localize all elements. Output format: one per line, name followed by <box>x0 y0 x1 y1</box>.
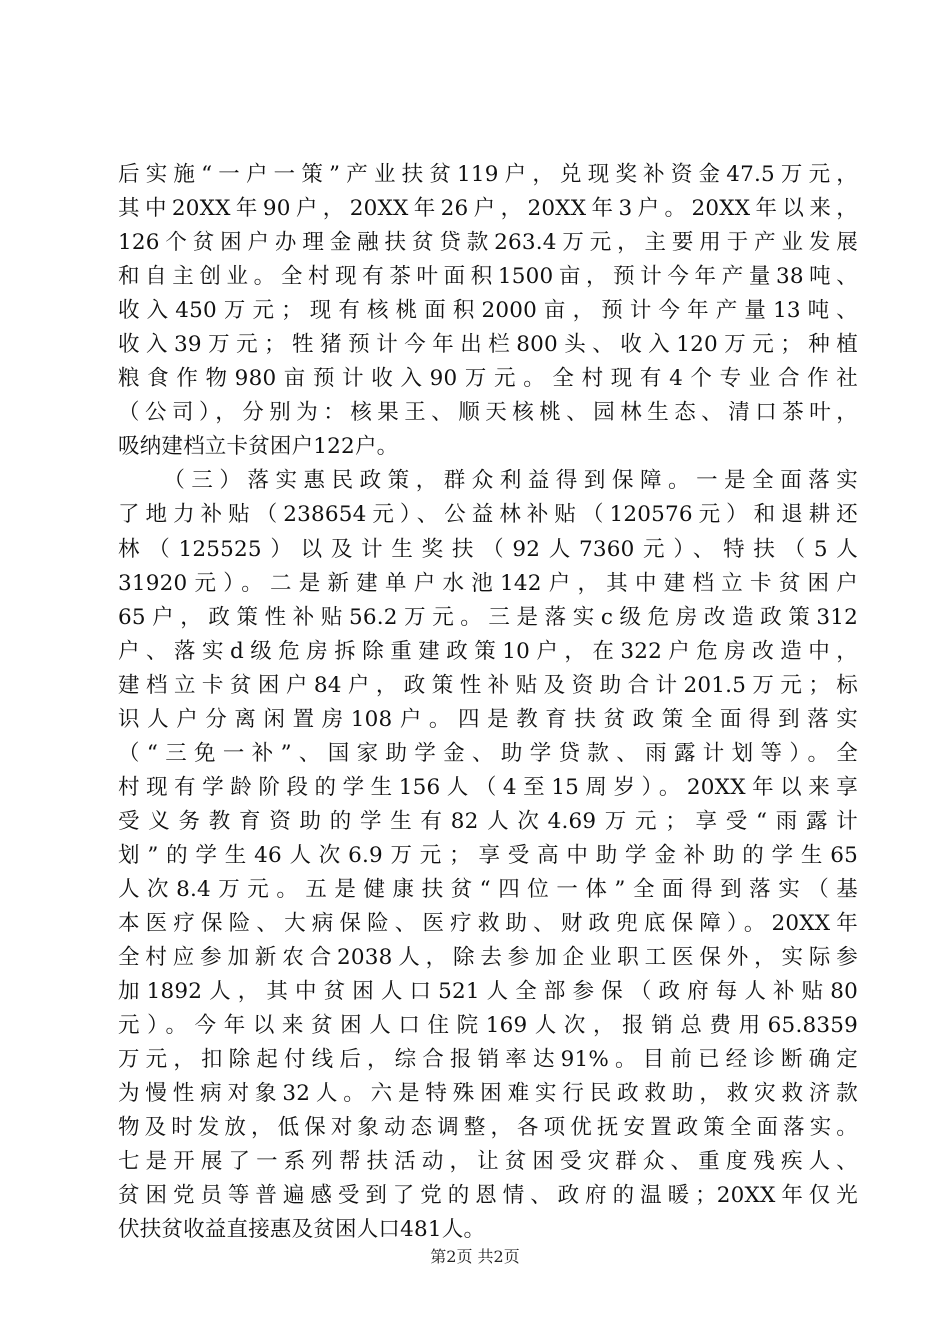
text-line: 吸纳建档立卡贫困户122户。 <box>118 434 399 460</box>
text-line: 村现有学龄阶段的学生156人（4至15周岁）。20XX年以来享 <box>118 774 858 800</box>
text-line: 贫困党员等普遍感受到了党的恩情、政府的温暖；20XX年仅光 <box>118 1183 858 1209</box>
text-line: 七是开展了一系列帮扶活动，让贫困受灾群众、重度残疾人、 <box>118 1149 858 1175</box>
text-line: 伏扶贫收益直接惠及贫困人口481人。 <box>118 1217 486 1243</box>
text-line: 本医疗保险、大病保险、医疗救助、财政兜底保障）。20XX年 <box>118 911 858 937</box>
text-line: （“三免一补”、国家助学金、助学贷款、雨露计划等）。全 <box>118 740 858 766</box>
text-line: 65户，政策性补贴56.2万元。三是落实c级危房改造政策312 <box>118 604 858 630</box>
text-line: 了地力补贴（238654元）、公益林补贴（120576元）和退耕还 <box>118 502 858 528</box>
page-footer: 第2页 共2页 <box>430 1247 520 1266</box>
body-text <box>118 158 858 1248</box>
text-line: 受义务教育资助的学生有82人次4.69万元；享受“雨露计 <box>118 808 858 834</box>
text-line: 粮食作物980亩预计收入90万元。全村现有4个专业合作社 <box>118 366 858 392</box>
text-line: 后实施“一户一策”产业扶贫119户，兑现奖补资金47.5万元， <box>118 162 858 187</box>
text-line: 为慢性病对象32人。六是特殊困难实行民政救助，救灾救济款 <box>118 1081 858 1107</box>
text-line: 31920元）。二是新建单户水池142户，其中建档立卡贫困户 <box>118 570 858 596</box>
text-line: 识人户分离闲置房108户。四是教育扶贫政策全面得到落实 <box>118 706 858 732</box>
text-line: 万元，扣除起付线后，综合报销率达91%。目前已经诊断确定 <box>118 1047 858 1073</box>
text-line: （公司），分别为：核果王、顺天核桃、园林生态、清口茶叶， <box>118 400 858 426</box>
text-line: 加1892人，其中贫困人口521人全部参保（政府每人补贴80 <box>118 979 858 1005</box>
text-line: 收入39万元；牲猪预计今年出栏800头、收入120万元；种植 <box>118 332 858 358</box>
text-line: 物及时发放，低保对象动态调整，各项优抚安置政策全面落实。 <box>118 1115 858 1141</box>
text-line: 和自主创业。全村现有茶叶面积1500亩，预计今年产量38吨、 <box>118 264 858 290</box>
text-line: （三）落实惠民政策，群众利益得到保障。一是全面落实 <box>118 468 858 494</box>
text-line: 126个贫困户办理金融扶贫贷款263.4万元，主要用于产业发展 <box>118 230 858 256</box>
text-line: 其中20XX年90户，20XX年26户，20XX年3户。20XX年以来， <box>118 196 858 222</box>
text-line: 收入450万元；现有核桃面积2000亩，预计今年产量13吨、 <box>118 298 858 324</box>
text-line: 划”的学生46人次6.9万元；享受高中助学金补助的学生65 <box>118 842 858 868</box>
text-line: 户、落实d级危房拆除重建政策10户，在322户危房改造中， <box>118 638 858 664</box>
text-line: 元）。今年以来贫困人口住院169人次，报销总费用65.8359 <box>118 1013 858 1039</box>
text-line: 建档立卡贫困户84户，政策性补贴及资助合计201.5万元；标 <box>118 672 858 698</box>
text-line: 全村应参加新农合2038人，除去参加企业职工医保外，实际参 <box>118 945 858 971</box>
text-line: 林（125525）以及计生奖扶（92人7360元）、特扶（5人 <box>118 536 858 562</box>
text-line: 人次8.4万元。五是健康扶贫“四位一体”全面得到落实（基 <box>118 876 858 902</box>
